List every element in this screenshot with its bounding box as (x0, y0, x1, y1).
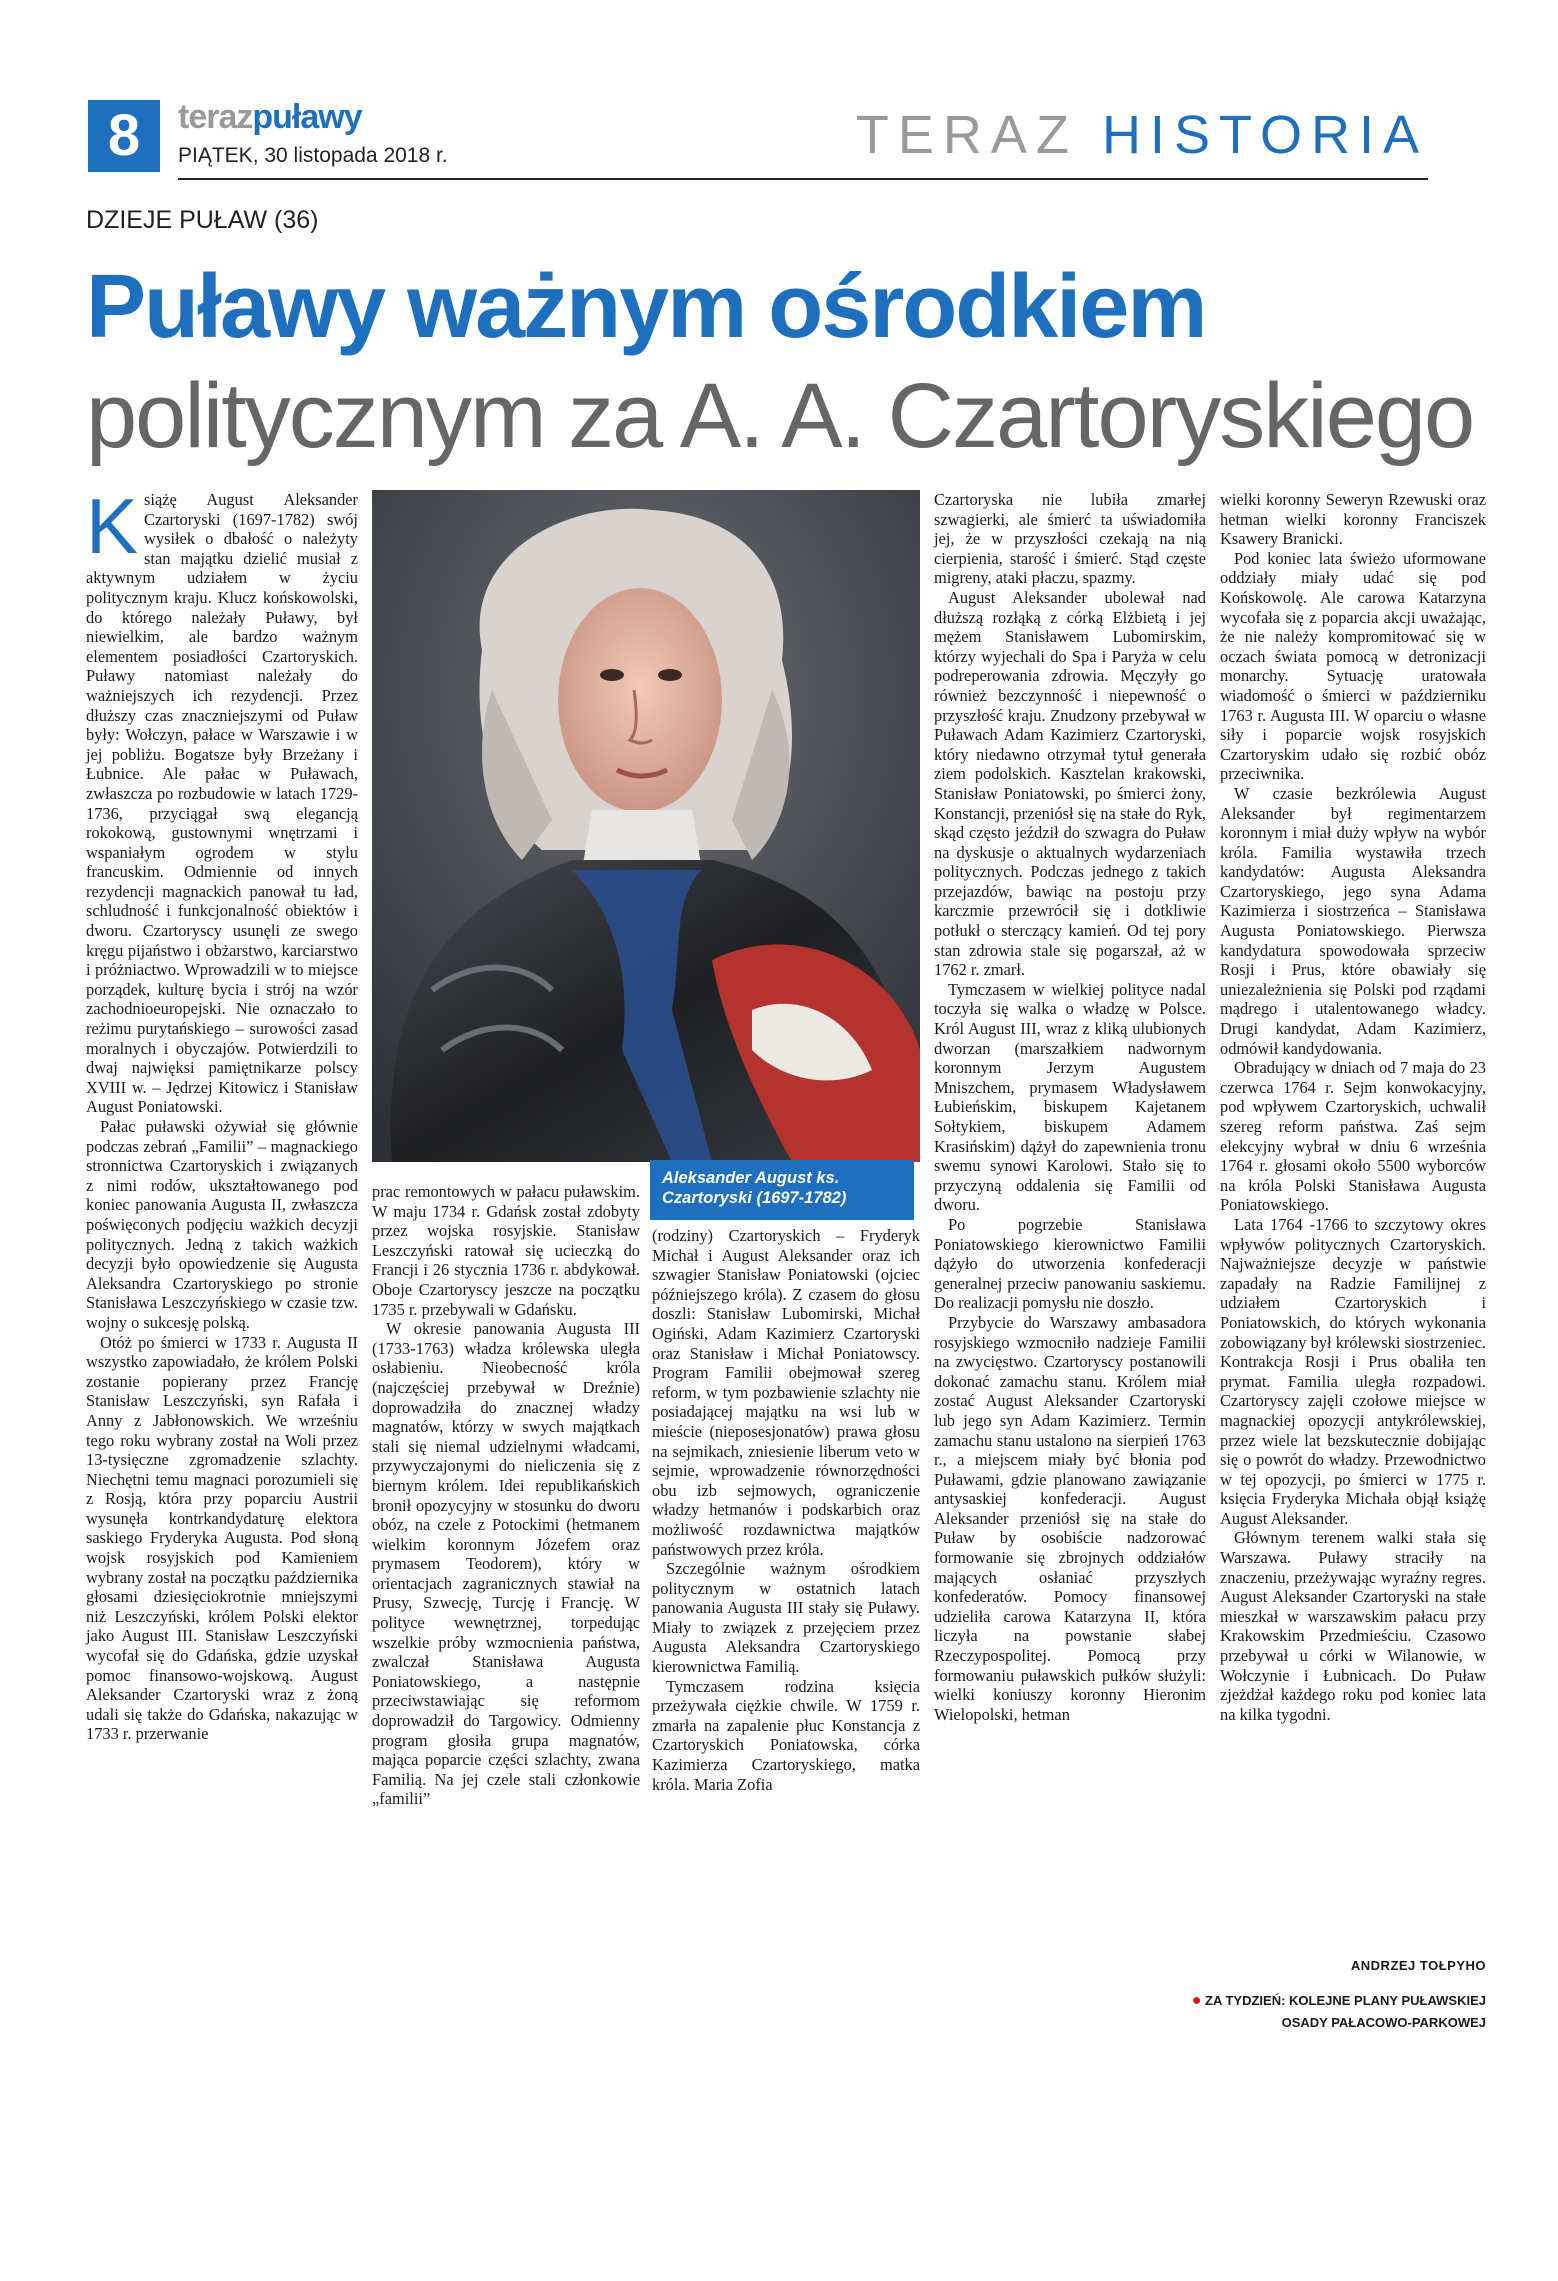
photo-caption: Aleksander August ks. Czartoryski (1697-1782) (650, 1160, 914, 1220)
drop-cap: K (86, 482, 139, 570)
paragraph: Otóż po śmierci w 1733 r. Augusta II wszystko zapowiadało, że królem Polski zostanie popierany przez Francję Stanisław Leszczyński, syn Rafała i Anny z Jabłonowskich. We wrześniu tego roku wybrany został na Woli przez 13-tysięczne zgromadzenie szlachty. Niechętni temu magnaci porozumieli się z Rosją, która przy poparciu Austrii wysunęła kontrkandydaturę elektora saskiego Fryderyka Augusta. Pod słoną wojsk rosyjskich pod Kamieniem wybrany został na początku października głosami dziesięciokrotnie mniejszymi niż Leszczyński, królem Polski elektor jako August III. Stanisław Leszczyński wycofał się do Gdańska, gdzie uzyskał pomoc finansowo-wojskową. August Aleksander Czartoryski wraz z żoną udali się także do Gdańska, nakazując w 1733 r. przerwanie (86, 1332, 358, 1744)
paragraph: Szczególnie ważnym ośrodkiem politycznym w ostatnich latach panowania Augusta III stały się Puławy. Miały to związek z przejęciem przez Augusta Aleksandra Czartoryskiego kierownictwa Familią. (652, 1559, 920, 1677)
article-column-1 (86, 482, 358, 1890)
paragraph: (rodziny) Czartoryskich – Fryderyk Michał i August Aleksander oraz ich szwagier Stanisław Poniatowski (ojciec późniejszego króla). Z czasem do głosu doszli: Stanisław Lubomirski, Michał Ogiński, Adam Kazimierz Czartoryski oraz Stanisław i Michał Poniatowscy. Program Familii obejmował szereg reform, w tym pozbawienie szlachty nie posiadającej majątku na wsi lub w mieście (nieposesjonatów) prawa głosu na sejmikach, zniesienie liberum veto w sejmie, wprowadzenie równorzędności obu izb sejmowych, ograniczenie władzy hetmanów i podskarbich oraz możliwość rozdawnictwa majątków państwowych przez króla. (652, 1226, 920, 1559)
article-column-3-lower (652, 1226, 920, 1906)
paragraph: August Aleksander ubolewał nad dłuższą rozłąką z córką Elżbietą i jej mężem Stanisławem Lubomirskim, którzy wyjechali do Spa i Paryża w celu podreperowania zdrowia. Męczyły go również bezczynność i niepewność o przyszłość kraju. Znudzony przebywał w Puławach Adam Kazimierz Czartoryski, który niedawno otrzymał tytuł generała ziem podolskich. Kasztelan krakowski, Stanisław Poniatowski, po śmierci żony, Konstancji, przeniósł się na stałe do Ryk, skąd często jeździł do szwagra do Puław na dyskusje o aktualnych wydarzeniach politycznych. Podczas jednego z takich przejazdów, bawiąc na postoju przy karczmie przewrócił się i dotkliwie potłukł o sterczący kamień. Od tej pory stan zdrowia stale się pogarszał, aż w 1762 r. zmarł. (934, 587, 1206, 980)
section-title (856, 104, 1428, 166)
article-column-4 (934, 490, 1206, 1910)
newspaper-logo (178, 98, 362, 137)
page-number: 8 (88, 100, 160, 172)
section-part2: HISTORIA (1101, 105, 1428, 165)
issue-date: PIĄTEK, 30 listopada 2018 r. (178, 144, 448, 167)
brand-part1: teraz (178, 98, 253, 136)
paragraph: Pod koniec lata świeżo uformowane oddziały miały udać się pod Końskowolę. Ale carowa Katarzyna wycofała się z poparcia akcji uważając, że nie należy kompromitować się w oczach świata pomocą w detronizacji monarchy. Sytuację uratowała wiadomość o śmierci w październiku 1763 r. Augusta III. W oparciu o własne siły i poparcie wojsk rosyjskich Czartoryskim udało się rozbić obóz przeciwnika. (1220, 548, 1486, 784)
article-column-5 (1220, 490, 1486, 1950)
bullet-icon: ● (1191, 1992, 1202, 2009)
paragraph: Przybycie do Warszawy ambasadora rosyjskiego wzmocniło nadzieje Familii na zwycięstwo. Czartoryscy postanowili dokonać zamachu stanu. Królem miał zostać August Aleksander Czartoryski lub jego syn Adam Kazimierz. Termin zamachu stanu ustalono na sierpień 1763 r., a miejscem miały być błonia pod Puławami, gdzie planowano zawiązanie antysaskiej konfederacji. August Aleksander przeniósł się na stałe do Puław by osobiście nadzorować formowanie się zbrojnych oddziałów mających osłaniać przyszłych konfederatów. Pomocy finansowej udzieliła carowa Katarzyna II, która liczyła na powstanie słabej Rzeczypospolitej. Pomocą przy formowaniu puławskich pułków służyli: wielki koniuszy koronny Hieronim Wielopolski, hetman (934, 1312, 1206, 1724)
article-column-2 (372, 1182, 640, 1902)
paragraph: Czartoryska nie lubiła zmarłej szwagierki, ale śmierć ta uświadomiła jej, że w przyszłości czekają na nią cierpienia, starość i śmierć. Stąd częste migreny, ataki płaczu, spazmy. (934, 490, 1206, 588)
paragraph: Pałac puławski ożywiał się głównie podczas zebrań „Familii” – magnackiego stronnictwa Czartoryskich i związanych z nimi rodów, ukształtowanego pod koniec panowania Augusta II, zwłaszcza poświęconych podjęciu ważkich decyzji politycznych. Jedną z takich ważkich decyzji było opowiedzenie się Augusta Aleksandra Czartoryskiego po stronie Stanisława Leszczyńskiego w czasie tzw. wojny o sukcesję polską. (86, 1117, 358, 1332)
headline-line1: Puławy ważnym ośrodkiem (86, 257, 1206, 357)
portrait-illustration (372, 490, 920, 1162)
paragraph: Obradujący w dniach od 7 maja do 23 czerwca 1764 r. Sejm konwokacyjny, pod wpływem Czartoryskich, uchwalił szereg reform państwa. Zaś sejm elekcyjny wybrał w dniu 6 września 1764 r. głosami około 5500 wyborców na króla Polski Stanisława Augusta Poniatowskiego. (1220, 1058, 1486, 1215)
headline-line2: politycznym za A. A. Czartoryskiego (86, 365, 1474, 467)
paragraph: W czasie bezkrólewia August Aleksander był regimentarzem koronnym i miał duży wpływ na wybór króla. Familia wystawiła trzech kandydatów: Augusta Aleksandra Czartoryskiego, jego syna Adama Kazimierza i siostrzeńca – Stanisława Augusta Poniatowskiego. Pierwsza kandydatura spowodowała sprzeciw Rosji i Prus, które obawiały się uniezależnienia się Polski pod rządami mądrego i utalentowanego władcy. Drugi kandydat, Adam Kazimierz, odmówił kandydowania. (1220, 783, 1486, 1058)
author-byline: ANDRZEJ TOŁPYHO (1350, 1958, 1486, 1973)
next-week-teaser: ● ZA TYDZIEŃ: KOLEJNE PLANY PUŁAWSKIEJ OSADY PAŁACOWO-PARKOWEJ (1191, 1992, 1486, 2030)
paragraph: wielki koronny Seweryn Rzewuski oraz hetman wielki koronny Franciszek Ksawery Branicki. (1220, 490, 1486, 549)
paragraph: Tymczasem w wielkiej polityce nadal toczyła się walka o władzę w Polsce. Król August III, wraz z kliką ulubionych dworzan (marszałkiem nadwornym koronnym Jerzym Augustem Mniszchem, prymasem Władysławem Łubieńskim, biskupem Kajetanem Sołtykiem, biskupem Adamem Krasińskim) dążył do zapewnienia tronu swemu synowi Karolowi. Stało się to przyczyną oddalenia się Familii od dworu. (934, 979, 1206, 1215)
portrait-image (372, 490, 920, 1162)
paragraph: Głównym terenem walki stała się Warszawa. Puławy straciły na znaczeniu, przeżywając wyraźny regres. August Aleksander Czartoryski na stałe mieszkał w warszawskim pałacu przy Krakowskim Przedmieściu. Czasowo przebywał u córki w Wilanowie, w Wołczynie i Łubnicach. Do Puław zjeżdżał każdego roku pod koniec lata na kilka tygodni. (1220, 1528, 1486, 1724)
paragraph: prac remontowych w pałacu puławskim. W maju 1734 r. Gdańsk został zdobyty przez wojska rosyjskie. Stanisław Leszczyński ratował się ucieczką do Francji i 26 stycznia 1736 r. abdykował. Oboje Czartoryscy jeszcze na początku 1735 r. przebywali w Gdańsku. (372, 1182, 640, 1319)
paragraph: Tymczasem rodzina księcia przeżywała ciężkie chwile. W 1759 r. zmarła na zapalenie płuc Konstancja z Czartoryskich Poniatowska, córka Kazimierza Czartoryskiego, matka króla. Maria Zofia (652, 1676, 920, 1794)
header-rule (178, 178, 1428, 180)
paragraph: Lata 1764 -1766 to szczytowy okres wpływów politycznych Czartoryskich. Najważniejsze decyzje w państwie zapadały na Radzie Familijnej z udziałem Czartoryskich i Poniatowskich, do których wykonania zobowiązany był królewski siostrzeniec. Kontrakcja Rosji i Prus obaliła ten prymat. Familia uległa rozpadowi. Czartoryscy zajęli czołowe miejsce w magnackiej opozycji antykrólewskiej, przez wiele lat bezskutecznie dobijając się o powrót do władzy. Przewodnictwo w tej opozycji, po śmierci w 1775 r. księcia Fryderyka Michała objął książę August Aleksander. (1220, 1214, 1486, 1528)
article-kicker: DZIEJE PUŁAW (36) (86, 206, 319, 234)
paragraph: Po pogrzebie Stanisława Poniatowskiego kierownictwo Familii dążyło do utworzenia konfederacji generalnej przeciw panowaniu saskiemu. Do realizacji pomysłu nie doszło. (934, 1214, 1206, 1313)
section-part1: TERAZ (855, 105, 1102, 165)
brand-part2: puławy (252, 98, 362, 136)
paragraph: W okresie panowania Augusta III (1733-1763) władza królewska uległa osłabieniu. Nieobecność króla (najczęściej przebywał w Dreźnie) doprowadziła do znacznej władzy magnatów, którzy w swych majątkach stali się niemal udzielnymi władcami, przywyczajonymi do nieliczenia się z biernym królem. Idei republikańskich bronił opozycyjny w stosunku do dworu obóz, na czele z Potockimi (hetmanem wielkim koronnym Józefem oraz prymasem Teodorem), który w orientacjach zagranicznych stawiał na Prusy, Szwecję, Turcję i Francję. W polityce wewnętrznej, torpedując wszelkie próby wzmocnienia państwa, zwalczał Stanisława Augusta Poniatowskiego, a następnie przeciwstawiając się reformom doprowadził do Targowicy. Odmienny program głosiła grupa magnatów, mająca poparcie części szlachty, zwana Familią. Na jej czele stali członkowie „familii” (372, 1319, 640, 1809)
paragraph: Książę August Aleksander Czartoryski (1697-1782) swój wysiłek o dbałość o należyty stan majątku dzielić musiał z aktywnym udziałem w życiu politycznym kraju. Klucz końskowolski, do którego należały Puławy, był niewielkim, ale bardzo ważnym elementem posiadłości Czartoryskich. Puławy natomiast należały do ważniejszych ich rezydencji. Przez dłuższy czas znaczniejszymi od Puław były: Wołczyn, pałace w Warszawie i w jej pobliżu. Bogatsze były Brzeżany i Łubnice. Ale pałac w Puławach, zwłaszcza po rozbudowie w latach 1729-1736, przyciągał swą elegancją rokokową, gustownymi wnętrzami i wspaniałym ogrodem w stylu francuskim. Odmiennie od innych rezydencji magnackich panował tu ład, schludność i funkcjonalność obiektów i dworu. Czartoryscy usunęli ze swego kręgu pijaństwo i obżarstwo, karciarstwo i próżniactwo. Wprowadzili w to miejsce porządek, kulturę bycia i strój na wzór zachodnioeuropejski. Nie oznaczało to reżimu purytańskiego – surowości zasad moralnych i obyczajów. Potwierdzili to dwaj najwięksi pamiętnikarze polscy XVIII w. – Jędrzej Kitowicz i Stanisław August Poniatowski. (86, 482, 358, 1117)
